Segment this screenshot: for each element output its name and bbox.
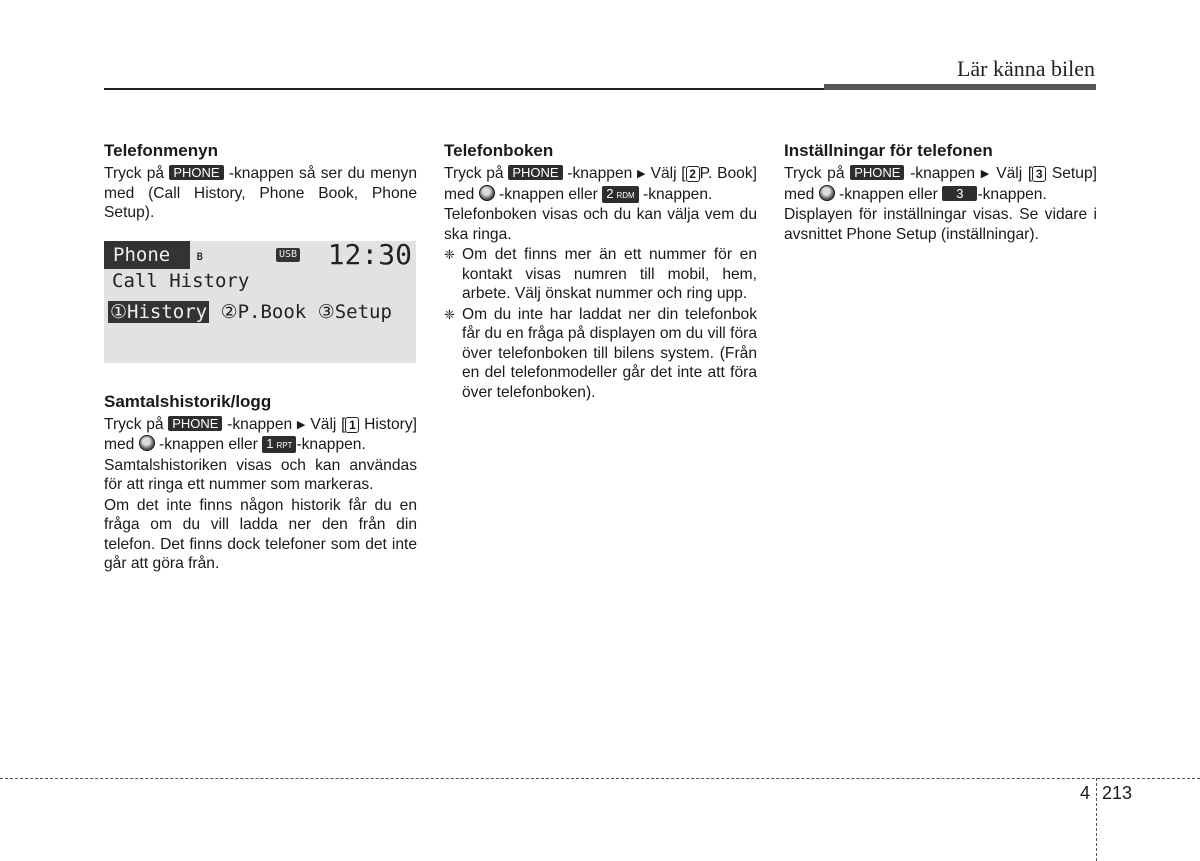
paragraph-phone-menu: Tryck på PHONE -knappen så ser du menyn med (Call History, Phone Book, Phone Setup).: [104, 165, 418, 221]
display-call-history: Call History: [112, 269, 250, 292]
note-multiple-numbers: ❈ Om det finns mer än ett nummer för en kontakt visas numren till mobil, hem, arbete. Välj önskat nummer och ring upp.: [444, 246, 757, 302]
rpt-key-icon: 1 RPT: [262, 436, 296, 453]
column-2: [444, 140, 757, 403]
header-rule-accent: [824, 84, 1096, 90]
paragraph-history-shown: Samtalshistoriken visas och kan användas för att ringa ett nummer som markeras.: [104, 456, 417, 493]
heading-telefonboken: Telefonboken: [444, 141, 554, 160]
usb-icon: USB: [276, 248, 300, 262]
heading-telefonmenyn: Telefonmenyn: [104, 141, 218, 160]
display-title: Phone: [104, 241, 190, 269]
note-no-phonebook: ❈ Om du inte har laddat ner din telefonbok får du en fråga på displayen om du vill föra över telefonboken till bilens system. (Från en del telefonmodeller går det inte att föra över telefonboken).: [444, 305, 757, 401]
paragraph-history-none: Om det inte finns någon historik får du en fråga om du vill ladda ner den från din telefon. Det finns dock telefoner som det inte går att göra från.: [104, 496, 417, 572]
number-1-icon: 1: [345, 417, 359, 433]
display-menu-history: ①History: [110, 300, 208, 323]
display-menu: [108, 299, 392, 325]
note-mark-icon: ❈: [444, 306, 455, 322]
arrow-right-icon: ▶: [980, 168, 991, 180]
tune-knob-icon: [139, 435, 155, 451]
heading-installningar: Inställningar för telefonen: [784, 141, 993, 160]
note-mark-icon: ❈: [444, 247, 455, 262]
paragraph-setup-steps: Tryck på PHONE -knappen ▶ Välj [ 3 Setup] med -knappen eller 3 -knappen.: [784, 165, 1097, 203]
phone-key-icon: PHONE: [169, 165, 223, 180]
header-title: Lär känna bilen: [956, 56, 1095, 81]
page-number: 213: [1102, 783, 1133, 803]
heading-samtalshistorik: Samtalshistorik/logg: [104, 391, 272, 411]
footer-divider: [1096, 778, 1097, 861]
footer-rule: [0, 778, 1200, 779]
number-2-icon: 2: [686, 166, 700, 182]
phone-key-icon: PHONE: [168, 416, 222, 431]
display-clock: 12:30: [327, 240, 412, 271]
paragraph-phonebook-shown: Telefonboken visas och du kan välja vem du ska ringa.: [444, 206, 757, 243]
display-menu-setup: ③Setup: [317, 300, 392, 323]
rdm-key-icon: 2 RDM: [602, 186, 638, 203]
paragraph-phonebook-steps: Tryck på PHONE -knappen ▶ Välj [ 2 P. Book] med -knappen eller 2 RDM -knappen.: [444, 165, 757, 203]
arrow-right-icon: ▶: [637, 168, 646, 180]
phone-key-icon: PHONE: [508, 165, 562, 180]
number-3-icon: 3: [1032, 166, 1046, 182]
key-3-icon: 3: [942, 186, 977, 201]
paragraph-setup-shown: Displayen för inställningar visas. Se vidare i avsnittet Phone Setup (inställningar).: [784, 206, 1097, 243]
column-3: [784, 140, 1097, 245]
column-1: [104, 140, 417, 575]
chapter-number: 4: [1080, 783, 1091, 803]
tune-knob-icon: [479, 185, 495, 201]
paragraph-history-steps: Tryck på PHONE -knappen ▶ Välj [ 1 History] med -knappen eller 1 RPT -knappen.: [104, 415, 417, 453]
phone-key-icon: PHONE: [850, 165, 904, 180]
phone-display-image: [104, 241, 416, 363]
tune-knob-icon: [819, 185, 835, 201]
arrow-right-icon: ▶: [296, 418, 306, 431]
bluetooth-icon: ʙ: [196, 248, 204, 264]
display-menu-pbook: ②P.Book: [220, 300, 307, 323]
